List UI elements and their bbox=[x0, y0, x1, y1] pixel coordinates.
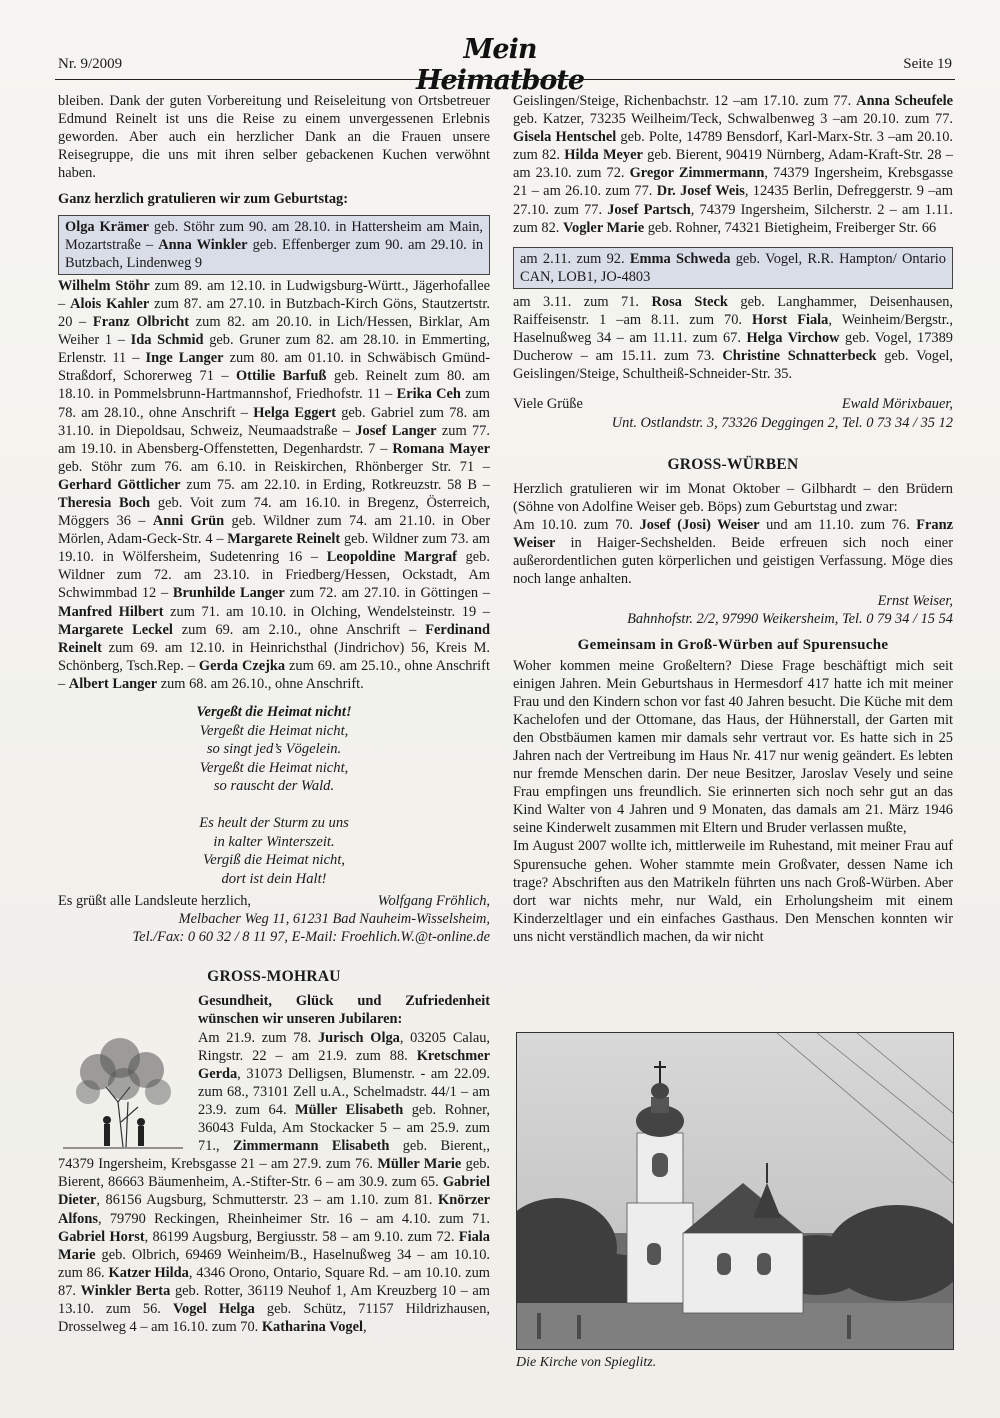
continued-list-1 bbox=[513, 92, 953, 237]
signature2-address: Bahnhofstr. 2/2, 97990 Weikersheim, Tel. 0 79 34 / 15 54 bbox=[627, 611, 953, 628]
name-highlight: Katzer Hilda bbox=[108, 1264, 189, 1281]
text-run: und am 11.10. zum 76. bbox=[759, 516, 917, 533]
text-run: Herzlich gratulieren wir im Monat Oktober – Gilbhardt – den Brüdern (Söhne von Adolfine Weiser geb. Böps) zum Geburtstag und zwar: bbox=[513, 480, 953, 515]
left-column bbox=[58, 92, 490, 1336]
text-run: geb. Wildner zum 72. am 23.10. in Friedberg/Hessen, Ockstadt, Am Schwimmbad 12 – bbox=[58, 549, 490, 602]
poem bbox=[58, 703, 490, 888]
poem-line: dort ist dein Halt! bbox=[221, 870, 327, 887]
name-highlight: Katharina Vogel bbox=[261, 1319, 363, 1336]
name-highlight: Kretschmer Gerda bbox=[198, 1047, 490, 1082]
wuerben-text bbox=[513, 480, 953, 589]
greeting-line-right bbox=[513, 395, 953, 413]
name-highlight: Anna Scheufele bbox=[856, 93, 954, 109]
name-highlight: Helga Eggert bbox=[253, 404, 336, 421]
text-run: , Weinheim/Bergstr., Haselnußweg 34 – am 11.11. zum 67. bbox=[513, 312, 953, 347]
name-highlight: Müller Elisabeth bbox=[295, 1101, 404, 1118]
issue-number: Nr. 9/2009 bbox=[58, 56, 123, 72]
name-highlight: Gabriel Horst bbox=[58, 1228, 145, 1245]
name-highlight: Vogler Marie bbox=[562, 219, 645, 236]
text-run: in Haiger-Sechshelden. Beide erfreuen sich noch einer außerordentlichen guten körperlichen und geistigen Verfassung. Möge dies noch lange anhalten. bbox=[513, 534, 953, 588]
text-run: , 74379 Ingersheim, Silcherstr. 2 – am 1.11. zum 82. bbox=[513, 201, 953, 236]
text-run: geb. Voit zum 74. am 16.10. in Bregenz, Österreich, Möggers 36 – bbox=[58, 494, 490, 530]
masthead-logo: Mein Heimatbote bbox=[415, 34, 585, 96]
signature2-name: Ernst Weiser, bbox=[877, 593, 953, 610]
article-paragraph-2: Im August 2007 wollte ich, mittlerweile im Ruhestand, mit meiner Frau auf Spurensuche gehen. Woher stammte mein Großvater, dessen Name ich trage? Abschriften aus den Matrikeln führten uns nach Groß-Würben. Aber dort war nichts mehr, nur Wald, ein Erholungsheim mit einem Kinderzeltlager und ein einfaches Gasthaus. Den Menschen konnten wir uns nicht verständlich machen, da wir nicht bbox=[513, 838, 953, 945]
name-highlight: Vogel Helga bbox=[172, 1300, 255, 1317]
greeting-text-right: Viele Grüße bbox=[513, 396, 583, 413]
text-run: geb. Vogel, R.R. Hampton/ Ontario CAN, LOB1, JO-4803 bbox=[520, 250, 946, 285]
church-photo bbox=[516, 1032, 954, 1350]
greeting-line bbox=[58, 892, 490, 910]
text-run: zum 82. am 20.10. in Lich/Hessen, Birklar, Am Weiher 1 – bbox=[58, 314, 490, 349]
name-highlight: Dr. Josef Weis bbox=[656, 183, 745, 200]
text-run: geb. Bierent,, 74379 Ingersheim, Krebsgasse 21 – am 27.9. zum 76. bbox=[58, 1138, 490, 1173]
article-paragraph-1: Woher kommen meine Großeltern? Diese Frage beschäftigt mich seit einigen Jahren. Mein Geburtshaus in Hermesdorf 417 hatte ich mit meiner Frau und den Kindern schon vor fast 40 Jahren besucht. Die Küche mit dem Kachelofen und der Ottomane, das Haus, der Hühnerstall, der Garten mit den Obstbäumen kamen mir damals sehr vertraut vor. Es hatte sich in 25 Jahren nach der Vertreibung im Haus Nr. 417 nur wenig geändert. Es lebten nur fremde Menschen darin. Der neue Besitzer, Jaroslav Vesely und seine Frau empfingen uns freundlich. Sie erinnerten sich noch sehr gut an das Kind Walter von 4 Jahren und 9 Monaten, das damals am 21. März 1946 seine Kinderwelt zusammen mit Eltern und Bruder verlassen mußte, bbox=[513, 657, 953, 837]
text-run: zum 89. am 12.10. in Ludwigsburg-Württ., Jägerhofallee – bbox=[58, 277, 490, 312]
continued-list-2 bbox=[513, 293, 953, 383]
name-highlight: Zimmermann Elisabeth bbox=[232, 1138, 390, 1155]
text-run: geb. Wildner zum 74. am 21.10. in Ober Mörlen, Adam-Geck-Str. 4 – bbox=[58, 513, 490, 548]
text-run: geb. Olbrich, 69469 Weinheim/B., Haselnußweg 34 – am 10.10. zum 86. bbox=[58, 1246, 490, 1281]
poem-line: in kalter Winterszeit. bbox=[213, 833, 335, 850]
text-run: , 86199 Augsburg, Bergiusstr. 58 – am 9.10. zum 72. bbox=[144, 1228, 459, 1245]
text-run: geb. Vogel, 17389 Ducherow – am 15.11. zum 73. bbox=[513, 330, 953, 365]
text-run: zum 69. am 2.10., ohne Anschrift – bbox=[172, 621, 426, 638]
text-run: geb. Schütz, 71157 Hildrizhausen, Drosselweg 4 – am 16.10. zum 70. bbox=[58, 1300, 490, 1336]
header-rule bbox=[55, 79, 955, 80]
text-run: geb. Wildner zum 73. am 19.10. in Wölfersheim, Sudetenring 16 – bbox=[58, 531, 490, 566]
text-run: geb. Katzer, 73235 Weilheim/Teck, Schwalbenweg 3 –am 20.10. zum 77. bbox=[513, 111, 953, 128]
text-run: zum 71. am 10.10. in Olching, Wendelsteinstr. 19 – bbox=[163, 603, 490, 620]
text-run: zum 72. am 27.10. in Göttingen – bbox=[284, 585, 491, 602]
name-highlight: Alois Kahler bbox=[70, 295, 150, 312]
name-highlight: Anni Grün bbox=[152, 513, 225, 530]
signature-name-right: Ewald Mörixbauer, bbox=[841, 396, 953, 413]
name-highlight: Margarete Leckel bbox=[58, 621, 173, 638]
poem-line bbox=[58, 796, 490, 815]
text-run: geb. Stöhr zum 76. am 6.10. in Reiskirchen, Rhönberger Str. 71 – bbox=[58, 458, 490, 475]
name-highlight: Horst Fiala bbox=[752, 312, 829, 329]
name-highlight: Ottilie Barfuß bbox=[235, 368, 327, 385]
tree-illustration bbox=[58, 1032, 188, 1150]
signature-address: Melbacher Weg 11, 61231 Bad Nauheim-Wisselsheim, bbox=[178, 911, 490, 928]
name-highlight: Manfred Hilbert bbox=[58, 603, 164, 620]
name-highlight: Gisela Hentschel bbox=[513, 129, 617, 146]
highlight-text-right bbox=[520, 250, 946, 286]
name-highlight: Müller Marie bbox=[377, 1156, 462, 1173]
name-highlight: Olga Krämer bbox=[65, 218, 150, 235]
highlight-box bbox=[58, 215, 490, 275]
text-run: geb. Vogel, Geislingen/Steige, Schultheiß-Schneider-Str. 35. bbox=[513, 348, 953, 383]
name-highlight: Jurisch Olga bbox=[317, 1029, 400, 1046]
intro-text: bleiben. Dank der guten Vorbereitung und Reiseleitung von Ortsbetreuer Edmund Reinelt ist uns die Reise zu einem unvergessenen Erlebnis geworden. Aber auch ein herzlicher Dank an die Frauen unsere Reisegruppe, die uns mit ihren selber gebackenen Kuchen verwöhnt haben. bbox=[58, 93, 490, 182]
section-title-gross-wuerben: GROSS-WÜRBEN bbox=[667, 455, 799, 473]
text-run: geb. Langhammer, Deisenhausen, Raiffeisenstr. 1 –am 8.11. zum 70. bbox=[513, 293, 953, 329]
poem-line: so rauscht der Wald. bbox=[213, 778, 335, 794]
poem-title: Vergeßt die Heimat nicht! bbox=[196, 704, 352, 720]
text-run: geb. Rohner, 36043 Fulda, Am Stockacker 5 – am 25.9. zum 71., bbox=[198, 1101, 490, 1155]
poem-line: Es heult der Sturm zu uns bbox=[199, 815, 349, 831]
text-run: geb. Reinelt zum 80. am 18.10. in Pommelsbrunn-Hartmannshof, Friedhofstr. 11 – bbox=[58, 368, 490, 403]
highlight-text bbox=[65, 218, 483, 272]
text-run: geb. Bierent, 90419 Nürnberg, Adam-Kraft-Str. 28 – am 23.10. zum 72. bbox=[513, 147, 953, 182]
name-highlight: Ida Schmid bbox=[130, 332, 204, 349]
birthday-heading: Ganz herzlich gratulieren wir zum Geburtstag: bbox=[58, 191, 349, 208]
text-run: zum 75. am 22.10. in Erding, Rotkreuzstr. 58 B – bbox=[180, 476, 490, 493]
name-highlight: Christine Schnatterbeck bbox=[722, 348, 877, 365]
text-run: , bbox=[363, 1319, 367, 1336]
name-highlight: Albert Langer bbox=[68, 675, 158, 692]
page-number: Seite 19 bbox=[903, 56, 952, 72]
name-highlight: Margarete Reinelt bbox=[227, 531, 341, 548]
name-highlight: Franz Weiser bbox=[513, 516, 953, 551]
text-run: geb. Rohner, 74321 Bietigheim, Freiberger Str. 66 bbox=[644, 219, 937, 236]
text-run: , 4346 Orono, Ontario, Square Rd. – am 10.10. zum 87. bbox=[58, 1264, 490, 1299]
text-run: am 3.11. zum 71. bbox=[513, 293, 652, 310]
right-column bbox=[513, 92, 953, 946]
text-run: Am 10.10. zum 70. bbox=[513, 516, 640, 533]
text-run: , 74379 Ingersheim, Krebsgasse 21 – am 26.10. zum 77. bbox=[513, 165, 954, 200]
text-run: Am 21.9. zum 78. bbox=[198, 1029, 318, 1046]
poem-line: so singt jed’s Vögelein. bbox=[206, 741, 342, 757]
name-highlight: Brunhilde Langer bbox=[172, 585, 285, 602]
name-highlight: Winkler Berta bbox=[80, 1282, 171, 1299]
text-run: zum 69. am 25.10., ohne Anschrift – bbox=[58, 657, 490, 692]
name-highlight: Knörzer Alfons bbox=[58, 1192, 490, 1227]
name-highlight: Emma Schweda bbox=[629, 250, 731, 267]
name-highlight: Rosa Steck bbox=[651, 293, 728, 310]
text-run: zum 77. am 19.10. in Abensberg-Offenstetten, Degenhardstr. 7 – bbox=[58, 422, 490, 457]
name-highlight: Anna Winkler bbox=[158, 236, 248, 253]
text-run: geb. Gruner zum 82. am 28.10. in Emmerting, Erlenstr. 11 – bbox=[58, 332, 490, 367]
name-highlight: Josef (Josi) Weiser bbox=[639, 516, 760, 533]
text-run: , 12435 Berlin, Defreggerstr. 9 –am 27.10. zum 77. bbox=[513, 183, 954, 218]
text-run: geb. Stöhr zum 90. am 28.10. in Hattersheim am Main, Mozartstraße – bbox=[65, 218, 484, 253]
name-highlight: Inge Langer bbox=[145, 350, 224, 367]
birthday-list bbox=[58, 277, 490, 693]
name-highlight: Romana Mayer bbox=[392, 440, 491, 457]
name-highlight: Gabriel Dieter bbox=[58, 1174, 490, 1209]
text-run: geb. Gabriel zum 78. am 31.10. in Diepoldsau, Schweiz, Neumaadstraße – bbox=[58, 404, 490, 439]
text-run: Geislingen/Steige, Richenbachstr. 12 –am 17.10. zum 77. bbox=[513, 93, 857, 109]
name-highlight: Hilda Meyer bbox=[564, 147, 643, 164]
name-highlight: Gerda Czejka bbox=[198, 657, 286, 674]
name-highlight: Fiala Marie bbox=[58, 1228, 490, 1263]
name-highlight: Gregor Zimmermann bbox=[629, 165, 765, 182]
name-highlight: Helga Virchow bbox=[746, 330, 840, 347]
name-highlight: Erika Ceh bbox=[396, 386, 461, 403]
signature-address-right: Unt. Ostlandstr. 3, 73326 Deggingen 2, Tel. 0 73 34 / 35 12 bbox=[611, 414, 953, 431]
name-highlight: Josef Partsch bbox=[607, 201, 691, 218]
name-highlight: Gerhard Göttlicher bbox=[58, 476, 181, 493]
name-highlight: Wilhelm Stöhr bbox=[58, 277, 150, 294]
text-run: geb. Rotter, 36119 Neuhof 1, Am Kreuzberg 10 – am 13.10. zum 56. bbox=[58, 1282, 490, 1317]
name-highlight: Josef Langer bbox=[355, 422, 437, 439]
text-run: zum 78. am 28.10., ohne Anschrift – bbox=[58, 386, 490, 421]
poem-line: Vergiß die Heimat nicht, bbox=[202, 852, 346, 868]
text-run: , 03205 Calau, Ringstr. 22 – am 21.9. zum 88. bbox=[198, 1029, 490, 1064]
poem-line: Vergeßt die Heimat nicht, bbox=[199, 759, 349, 776]
text-run: , 86156 Augsburg, Schmutterstr. 23 – am 1.10. zum 81. bbox=[96, 1192, 439, 1209]
text-run: am 2.11. zum 92. bbox=[520, 250, 630, 267]
article-title: Gemeinsam in Groß-Würben auf Spurensuche bbox=[577, 637, 889, 654]
name-highlight: Theresia Boch bbox=[58, 494, 151, 511]
name-highlight: Leopoldine Margraf bbox=[326, 549, 457, 566]
signature-contact: Tel./Fax: 0 60 32 / 8 11 97, E-Mail: Froehlich.W.@t-online.de bbox=[132, 929, 490, 946]
text-run: geb. Effenberger zum 90. am 29.10. in Butzbach, Lindenweg 9 bbox=[65, 236, 484, 271]
text-run: geb. Polte, 14789 Bensdorf, Karl-Marx-Str. 3 –am 20.10. zum 82. bbox=[513, 129, 953, 164]
greeting-text: Es grüßt alle Landsleute herzlich, bbox=[58, 893, 252, 909]
signature-name: Wolfgang Fröhlich, bbox=[377, 893, 490, 909]
text-run: zum 68. am 26.10., ohne Anschrift. bbox=[157, 675, 364, 692]
text-run: geb. Bierent, 86663 Bäumenheim, A.-Stifter-Str. 6 – am 30.9. zum 65. bbox=[58, 1156, 490, 1191]
text-run: zum 69. am 12.10. in Heinrichsthal (Jindrichov) 56, Kreis M. Schönberg, Tsch.Rep. – bbox=[58, 639, 490, 674]
text-run: zum 87. am 27.10. in Butzbach-Kirch Göns, Stautzertstr. 20 – bbox=[58, 295, 491, 331]
name-highlight: Franz Olbricht bbox=[92, 314, 190, 331]
poem-line: Vergeßt die Heimat nicht, bbox=[199, 722, 349, 739]
section-subheading: Gesundheit, Glück und Zufriedenheit wünschen wir unseren Jubilaren: bbox=[198, 993, 490, 1028]
photo-caption: Die Kirche von Spieglitz. bbox=[516, 1355, 657, 1370]
highlight-box-right bbox=[513, 247, 953, 289]
section-title-gross-mohrau: GROSS-MOHRAU bbox=[207, 968, 341, 986]
text-run: zum 80. am 01.10. in Schwäbisch Gmünd-Straßdorf, Schorerweg 71 – bbox=[58, 350, 491, 385]
name-highlight: Ferdinand Reinelt bbox=[58, 621, 490, 656]
text-run: , 79790 Reckingen, Rheinheimer Str. 16 – am 4.10. zum 71. bbox=[97, 1210, 490, 1227]
text-run: , 31073 Delligsen, Blumenstr. - am 22.09. zum 68., 73101 Zell u.A., Schelmadstr. 44/1 – am 23.9. zum 64. bbox=[198, 1065, 490, 1118]
